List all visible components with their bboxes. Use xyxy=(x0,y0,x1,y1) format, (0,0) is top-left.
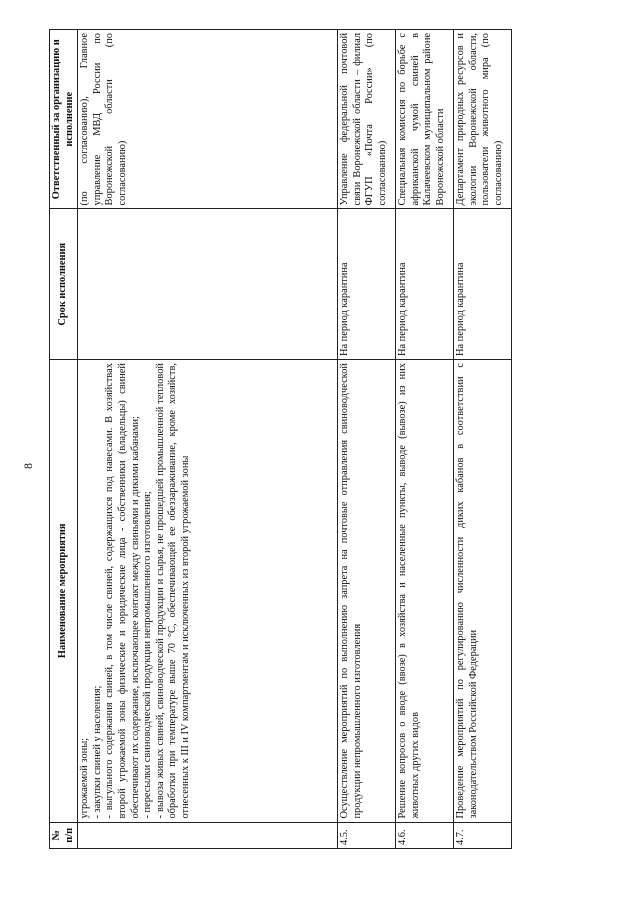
table-row xyxy=(338,30,396,849)
table-row xyxy=(454,30,512,849)
header-term: Срок исполнения xyxy=(50,209,78,360)
table-row xyxy=(396,30,454,849)
row-responsible: Специальная комиссия по борьбе с африканской чумой свиней в Калачеевском муниципальном районе Воронежской области xyxy=(396,30,454,209)
row-num: 4.5. xyxy=(338,822,396,848)
row-responsible: Управление федеральной почтовой связи Воронежской области – филиал ФГУП «Почта России» (по согласованию) xyxy=(338,30,396,209)
row-name: Проведение мероприятий по регулированию численности диких кабанов в соответствии с законодательством Российской Федерации xyxy=(454,360,512,822)
row-term: На период карантина xyxy=(454,209,512,360)
measures-table xyxy=(49,29,512,849)
table-row xyxy=(78,30,338,849)
row-num xyxy=(78,822,338,848)
header-responsible: Ответственный за организацию и исполнение xyxy=(50,30,78,209)
table-header-row xyxy=(50,30,78,849)
row-responsible: (по согласованию), Главное управление МВД России по Воронежской области (по согласованию) xyxy=(78,30,338,209)
row-term: На период карантина xyxy=(338,209,396,360)
name-line: - закупки свиней у населения; xyxy=(91,685,103,819)
row-name: Осуществление мероприятий по выполнению запрета на почтовые отправления свиноводческой продукции непромышленного изготовления xyxy=(338,360,396,822)
row-num: 4.6. xyxy=(396,822,454,848)
name-line: - выгульного содержания свиней, в том числе свиней, содержащихся под навесами. В хозяйствах второй угрожаемой зоны физические и юридические лица - собственники (владельцы) свиней обеспечивают их содержание, исключающее контакт между свиньями и дикими кабанами; xyxy=(104,363,141,819)
rotated-content xyxy=(15,21,615,871)
row-num: 4.7. xyxy=(454,822,512,848)
name-line: - вывоза живых свиней, свиноводческой продукции и сырья, не прошедшей промышленной тепловой обработки при температуре выше 70 °С, обеспечивающей ее обеззараживание, кроме хозяйств, отнесенных к III и IV компартментам и исключенных из второй угрожаемой зоны xyxy=(154,363,191,819)
header-name: Наименование мероприятия xyxy=(50,360,78,822)
row-term xyxy=(78,209,338,360)
name-line: - пересылки свиноводческой продукции непромышленного изготовления; xyxy=(142,491,154,819)
row-name: Решение вопросов о вводе (ввозе) в хозяйства и населенные пункты, выводе (вывозе) из них животных других видов xyxy=(396,360,454,822)
row-term: На период карантина xyxy=(396,209,454,360)
page-number: 8 xyxy=(21,463,35,469)
name-line: угрожаемой зоны; xyxy=(79,737,91,819)
header-num: № п/п xyxy=(50,822,78,848)
row-responsible: Департамент природных ресурсов и экологии Воронежской области, пользователи животного мира (по согласованию) xyxy=(454,30,512,209)
row-name xyxy=(78,360,338,822)
